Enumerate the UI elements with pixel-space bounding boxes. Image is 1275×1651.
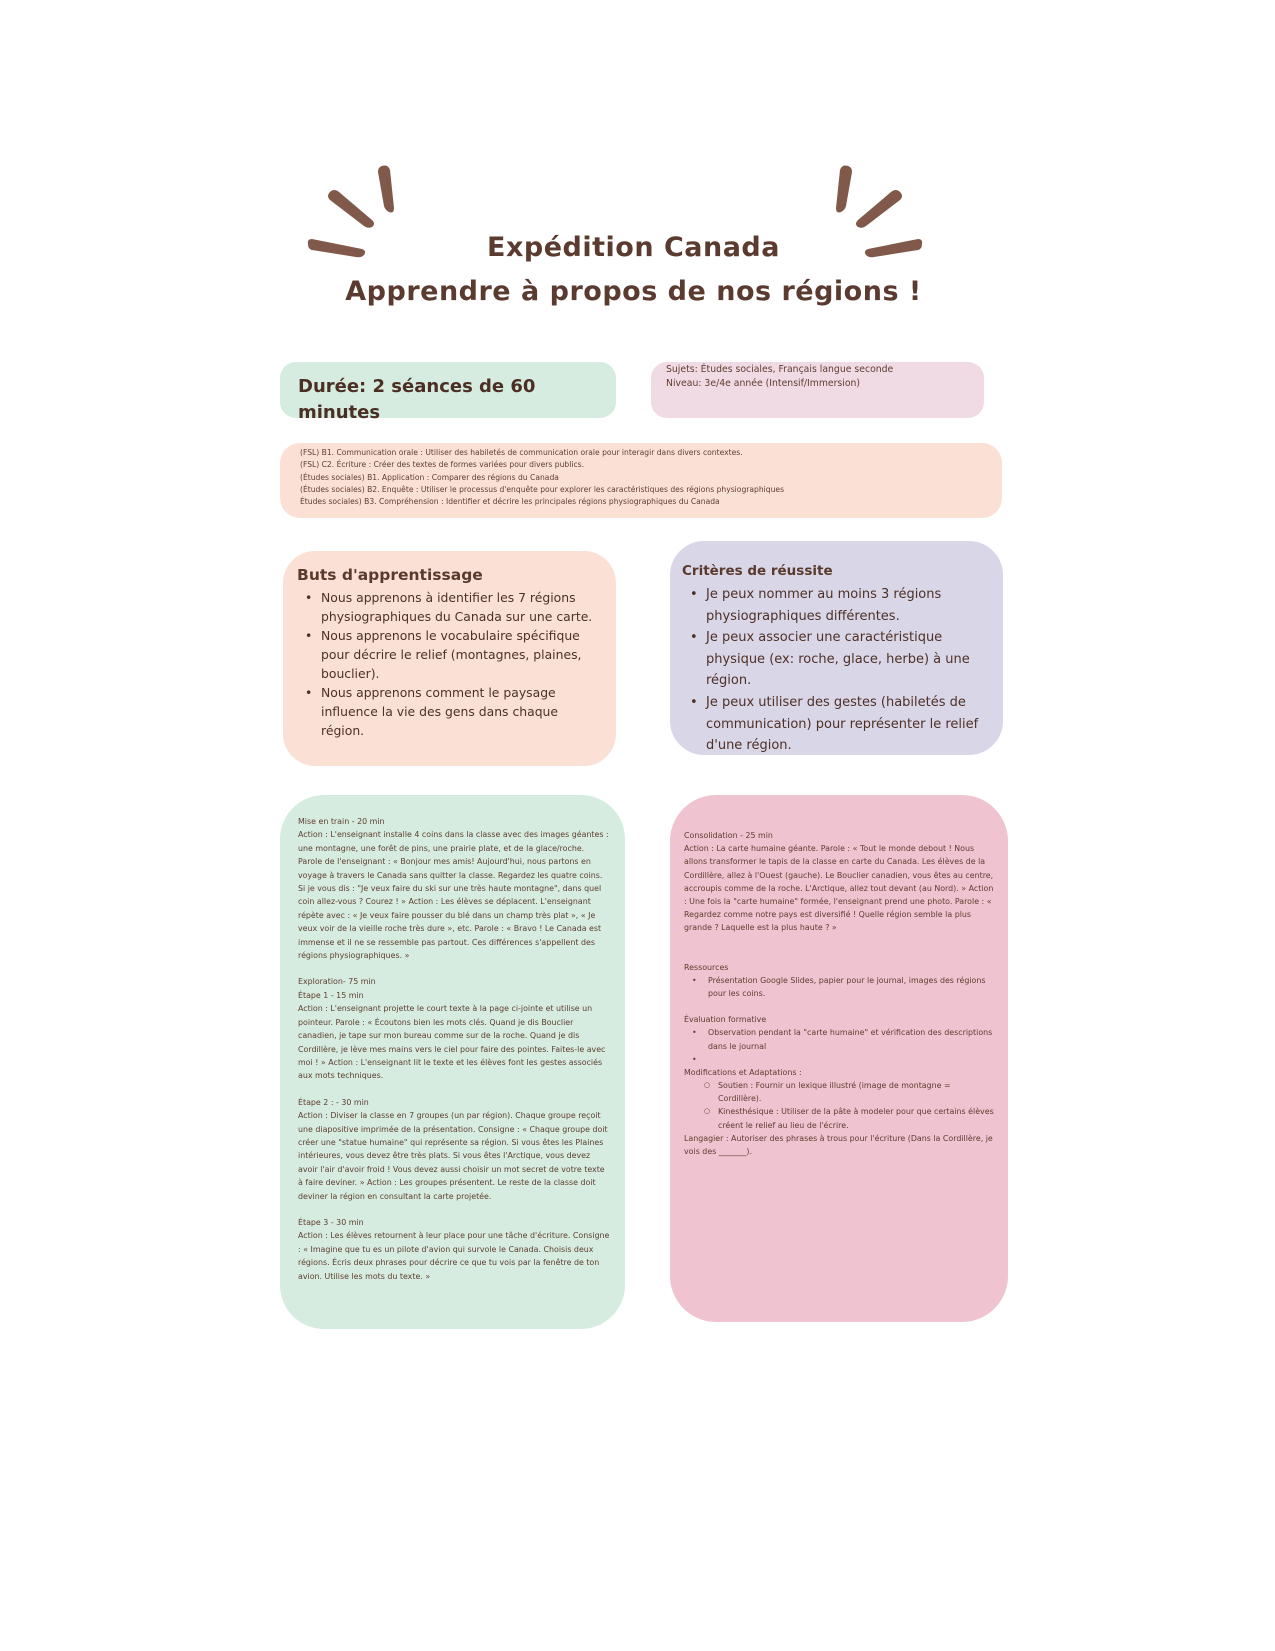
step1-title: Étape 1 - 15 min <box>298 990 364 1000</box>
intro-text: Action : L'enseignant installe 4 coins dans la classe avec des images géantes : une montagne, une forêt de pins, une prairie plate, et de la glace/roche. Parole de l'enseignant : « Bonjour mes amis! Aujourd'hui, nous partons en voyage à travers le Canada sans quitter la classe. Regardez les quatre coins. Si je vous dis : "Je veux faire du ski sur une très haute montagne", dans quel coin allez-vous ? Courez ! » Action : Les élèves se déplacent. L'enseignant répète avec : « Je veux faire pousser du blé dans un champ très plat », « Je veux voir de la vieille roche très dure », etc. Parole : « Bravo ! Le Canada est immense et il ne se ressemble pas partout. Ces différences s'appellent des régions physiographiques. » <box>298 830 609 961</box>
consolidation-card <box>670 795 1008 1322</box>
step2-text: Action : Diviser la classe en 7 groupes (un par région). Chaque groupe reçoit une diapositive imprimée de la présentation. Consigne : « Chaque groupe doit créer une "statue humaine" qui représente sa région. Si vous êtes les Plaines intérieures, vous devez être très plats. Si vous êtes l'Arctique, vous devez avoir l'air d'avoir froid ! Vous devez aussi choisir un mot secret de votre texte à faire deviner. » Action : Les groupes présentent. Le reste de la classe doit deviner la région en consultant la carte projetée. <box>298 1111 608 1201</box>
learning-goal-item: • Nous apprenons à identifier les 7 régions physiographiques du Canada sur une carte. <box>297 588 602 626</box>
step3-text: Action : Les élèves retournent à leur place pour une tâche d'écriture. Consigne : « Imagine que tu es un pilote d'avion qui survole le Canada. Choisis deux régions. Écris deux phrases pour décrire ce que tu vois par la fenêtre de ton avion. Utilise les mots du texte. » <box>298 1231 610 1281</box>
consolidation-text: Action : La carte humaine géante. Parole : « Tout le monde debout ! Nous allons transformer le tapis de la classe en carte du Canada. Les élèves de la Cordillère, allez à l'Ouest (gauche). Le Bouclier canadien, vous êtes au centre, accroupis comme de la roche. L'Arctique, allez tout devant (au Nord). » Action : Une fois la "carte humaine" formée, l'enseignant prend une photo. Parole : « Regardez comme notre pays est diversifié ! Quelle région semble la plus grande ? Laquelle est la plus haute ? » <box>684 844 994 933</box>
page-title-line-2: Apprendre à propos de nos régions ! <box>345 276 922 307</box>
evaluation-item <box>684 1053 994 1066</box>
step2-title: Étape 2 : - 30 min <box>298 1097 369 1107</box>
expectations-card <box>280 443 1002 518</box>
duration-card <box>280 362 616 423</box>
step1-text: Action : L'enseignant projette le court texte à la page ci-jointe et utilise un pointeur. Parole : « Écoutons bien les mots clés. Quand je dis Bouclier canadien, je tape sur mon bureau comme sur de la roche. Quand je dis Cordillère, je lève mes mains vers le ciel pour faire des pointes. Faites-le avec moi ! » Action : L'enseignant lit le texte et les élèves font les gestes associés aux mots techniques. <box>298 1004 606 1081</box>
page-title-line-1: Expédition Canada <box>487 232 780 263</box>
lesson-steps-card <box>280 795 625 1329</box>
success-criterion-item: • Je peux associer une caractéristique physique (ex: roche, glace, herbe) à une région. <box>682 627 991 692</box>
learning-goals-list <box>297 588 602 740</box>
step3-title: Étape 3 - 30 min <box>298 1217 364 1227</box>
modification-item: ○ Soutien : Fournir un lexique illustré (image de montagne = Cordillère). <box>684 1079 994 1105</box>
learning-goal-item: • Nous apprenons comment le paysage influence la vie des gens dans chaque région. <box>297 683 602 740</box>
expectation-line: (FSL) C2. Écriture : Créer des textes de formes variées pour divers publics. <box>300 460 584 470</box>
exploration-title: Exploration- 75 min <box>298 977 376 987</box>
subjects-card <box>651 362 984 418</box>
duration-text: Durée: 2 séances de 60 minutes <box>298 376 536 423</box>
success-criteria-title: Critères de réussite <box>682 563 833 579</box>
intro-title: Mise en train - 20 min <box>298 817 385 826</box>
expectation-line: Études sociales) B3. Compréhension : Identifier et décrire les principales régions physiographiques du Canada <box>300 497 720 507</box>
learning-goals-card <box>283 551 616 766</box>
resources-title: Ressources <box>684 962 729 972</box>
consolidation-title: Consolidation - 25 min <box>684 831 773 840</box>
success-criteria-card <box>670 541 1003 755</box>
learning-goal-item: • Nous apprenons le vocabulaire spécifique pour décrire le relief (montagnes, plaines, bouclier). <box>297 626 602 683</box>
expectation-line: (FSL) B1. Communication orale : Utiliser des habiletés de communication orale pour interagir dans divers contextes. <box>300 448 743 457</box>
success-criterion-item: • Je peux nommer au moins 3 régions physiographiques différentes. <box>682 584 991 627</box>
expectation-line: (Études sociales) B1. Application : Comparer des régions du Canada <box>300 472 559 482</box>
language-support-text: Langagier : Autoriser des phrases à trous pour l'écriture (Dans la Cordillère, je vois des _______). <box>684 1133 993 1157</box>
evaluation-list <box>684 1026 994 1065</box>
success-criterion-item: • Je peux utiliser des gestes (habiletés de communication) pour représenter le relief d'une région. <box>682 692 991 757</box>
resource-item: • Présentation Google Slides, papier pour le journal, images des régions pour les coins. <box>684 974 994 1000</box>
resources-list <box>684 974 994 1000</box>
learning-goals-title: Buts d'apprentissage <box>297 566 483 584</box>
modifications-list <box>684 1079 994 1132</box>
level-text: Niveau: 3e/4e année (Intensif/Immersion) <box>666 378 861 389</box>
subjects-text: Sujets: Études sociales, Français langue seconde <box>666 364 894 375</box>
evaluation-item: • Observation pendant la "carte humaine" et vérification des descriptions dans le journal <box>684 1026 994 1052</box>
evaluation-title: Évaluation formative <box>684 1015 767 1025</box>
modification-item: ○ Kinesthésique : Utiliser de la pâte à modeler pour que certains élèves créent le relief au lieu de l'écrire. <box>684 1105 994 1131</box>
success-criteria-list <box>682 584 991 757</box>
expectation-line: (Études sociales) B2. Enquête : Utiliser le processus d'enquête pour explorer les caractéristiques des régions physiographiques <box>300 484 785 494</box>
modifications-title: Modifications et Adaptations : <box>684 1067 802 1077</box>
